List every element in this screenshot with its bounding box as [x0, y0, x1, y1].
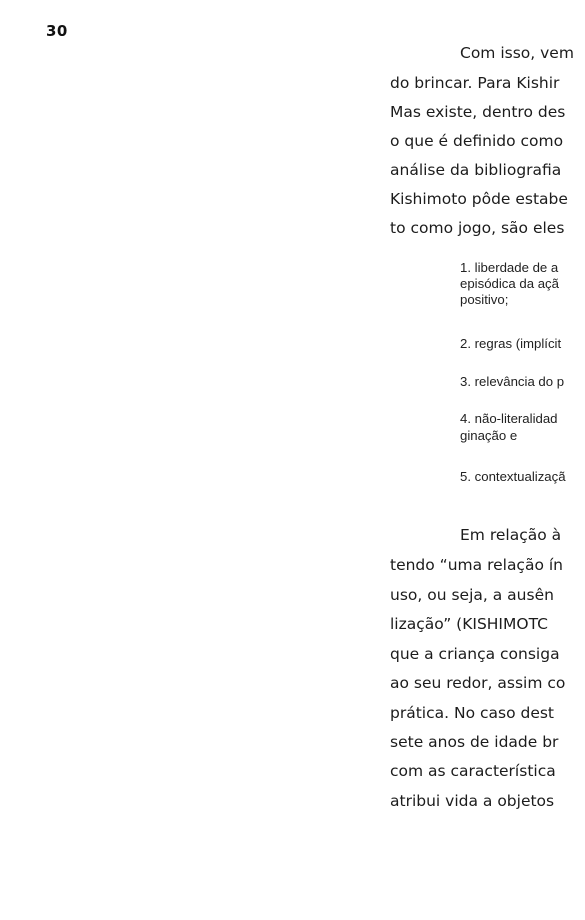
list-item-line: positivo;	[460, 292, 509, 307]
paragraph-2-line: uso, ou seja, a ausên	[390, 586, 554, 604]
paragraph-1-line: Mas existe, dentro des	[390, 103, 566, 121]
paragraph-2-line: Em relação à	[460, 526, 562, 544]
paragraph-2-line: ao seu redor, assim co	[390, 674, 566, 692]
paragraph-2-line: com as característica	[390, 762, 556, 780]
list-item-line: episódica da açã	[460, 276, 559, 291]
list-item-line: 3. relevância do p	[460, 374, 565, 389]
paragraph-1-line: o que é definido como	[390, 132, 564, 150]
list-item-line: 2. regras (implícit	[460, 336, 562, 351]
paragraph-2-line: sete anos de idade br	[390, 733, 559, 751]
paragraph-1-line: Com isso, vem	[460, 44, 574, 62]
list-item-line: 1. liberdade de a	[460, 260, 559, 275]
paragraph-2-line: lização” (KISHIMOTC	[390, 615, 548, 633]
paragraph-2-line: que a criança consiga	[390, 645, 560, 663]
paragraph-2-line: tendo “uma relação ín	[390, 556, 563, 574]
list-item-line: 5. contextualizaçã	[460, 469, 566, 484]
list-item-line: ginação e	[460, 428, 518, 443]
page-number: 30	[46, 22, 68, 40]
paragraph-1-line: to como jogo, são eles	[390, 219, 565, 237]
list-item-line: 4. não-literalidad	[460, 411, 558, 426]
paragraph-2-line: atribui vida a objetos	[390, 792, 555, 810]
paragraph-1-line: do brincar. Para Kishir	[390, 74, 560, 92]
paragraph-1-line: Kishimoto pôde estabe	[390, 190, 568, 208]
paragraph-1-line: análise da bibliografia	[390, 161, 562, 179]
paragraph-2-line: prática. No caso dest	[390, 704, 555, 722]
